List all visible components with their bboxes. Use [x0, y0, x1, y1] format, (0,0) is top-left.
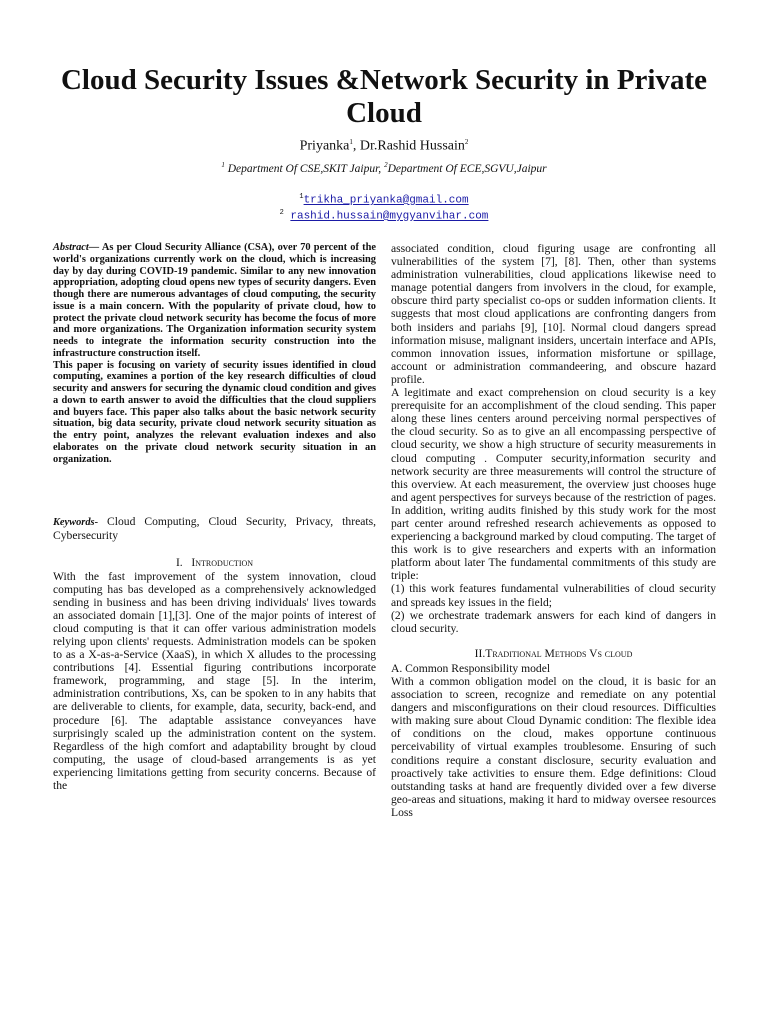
affiliation-superscript: 1: [221, 161, 225, 169]
body-paragraph: With the fast improvement of the system innovation, cloud computing has bas developed as a comprehensively acknowledged sending in business and has been driving individuals' lives towards an associated domain [1],[3]. One of the major points of interest of cloud computing is that it can offer various administration models relying upon clients' requests. Administration models can be spoken to as a X-as-a-Service (XaaS), in which X alludes to the processing contributions [4]. Essential figuring contributions incorporate framework, programming, and stage [5]. In the interim, administration contributions, Xs, can be spoken to in any habits that are deliverable to clients, for example, data, security, back-end, and procedure [6]. The adaptable assistance conveyances have surprisingly scaled up the administration content on the system. Regardless of the high comfort and adaptability brought by cloud computing, the usage of cloud-based arrangements is as yet experiencing limitations getting from security concerns. Because of the: [53, 569, 376, 793]
author-line: [0, 138, 768, 155]
email-line: [0, 193, 768, 207]
abstract-paragraph: [53, 242, 376, 360]
author-superscript: 1: [349, 138, 353, 146]
abstract: [53, 242, 376, 465]
body-paragraph: associated condition, cloud figuring usage are confronting all vulnerabilities of the system [7], [8]. Then, other than systems administration vulnerabilities, cloud applications likewise need to manage potential dangers from involvers in the cloud, for example, obscure third party specialist co-ops or sudden information clients. It suggests that most cloud applications are confronting dangers from both insiders and pariahs [9], [10]. Normal cloud dangers spread information misuse, malignant insiders, uncertain interface and APIs, common innovation issues, information misfortune or spillage, account or administration commandeering, and obscure hazard profile.: [391, 242, 716, 386]
email-link[interactable]: trikha_priyanka@gmail.com: [303, 194, 469, 207]
section-number: I.: [175, 556, 183, 570]
list-item: (2) we orchestrate trademark answers for each kind of dangers in cloud security.: [391, 608, 716, 635]
affiliation-superscript: 2: [384, 161, 388, 169]
email-line: [0, 209, 768, 223]
subsection-heading: A. Common Responsibility model: [391, 661, 551, 675]
email-superscript: 2: [279, 209, 284, 217]
section-title: Traditional Methods Vs cloud: [485, 646, 633, 660]
body-paragraph: With a common obligation model on the cloud, it is basic for an association to screen, recognize and remediate on any potential dangers and misconfigurations on their cloud resources. Difficulties with making sure about Cloud Dynamic condition: The flexible idea of conditions on the cloud, makes opportune continuous perceivability of virtual examples troublesome. Ensuring of such conditions require a constant disclosure, security evaluation and proactively take activities to ensure them. Edge definitions: Cloud outstanding tasks at hand are frequently divided over a few diverse geo-areas and situations, making it hard to midway oversee resources Loss: [391, 675, 716, 819]
list-item: (1) this work features fundamental vulnerabilities of cloud security and spreads key issues in the field;: [391, 582, 716, 609]
body-paragraph: A legitimate and exact comprehension on cloud security is a key prerequisite for an accomplishment of the cloud sending. This paper along these lines centers around perceiving normal perspectives of the cloud security. So as to give an all encompassing perspective of cloud security, we show a high structure of security measurements in cloud computing . Computer security,information security and network security are three measurements will control the structure of this overview. At each measurement, the overview just chooses huge and agent perspectives for surveys because of the restriction of pages. In addition, writing audits finished by this study work for the most part center around refreshed research achievements as opposed to experiencing a background marked by cloud computing. The target of this work is to give researchers and experts with an information platform about later The fundamental commitments of this study are triple:: [391, 386, 716, 583]
keywords: [53, 515, 376, 542]
affiliation-line: [0, 161, 768, 175]
abstract-label: Abstract—: [53, 242, 100, 253]
left-column: [53, 242, 376, 792]
affiliation-text: Department Of CSE,SKIT Jaipur,: [224, 162, 385, 175]
right-column: [391, 242, 716, 819]
email-link[interactable]: rashid.hussain@mygyanvihar.com: [290, 210, 489, 223]
section-title: Introduction: [191, 556, 254, 570]
email-superscript: 1: [299, 193, 304, 201]
author-name: Priyanka: [299, 138, 350, 154]
author-name: Dr.Rashid Hussain: [359, 138, 465, 154]
author-separator: ,: [352, 138, 360, 154]
abstract-text: As per Cloud Security Alliance (CSA), over 70 percent of the world's organizations currently work on the cloud, which is increasing day by day during COVID-19 pandemic. Similar to any new innovation appropriation, adopting cloud opens new types of security dangers. Even though there are numerous advantages of cloud computing, the security issue is a main concern. With the popularity of private cloud, how to protect the private cloud network security has become the focus of more and more organizations. The Organization information security system needs to integrate the information security construction into the infrastructure construction itself.: [53, 242, 376, 359]
author-superscript: 2: [464, 138, 469, 146]
keywords-label: Keywords-: [53, 517, 99, 529]
affiliation-text: Department Of ECE,SGVU,Jaipur: [387, 162, 547, 175]
section-heading: [391, 647, 716, 660]
section-number: II.: [474, 646, 486, 660]
section-heading: [53, 556, 376, 569]
keywords-text: Cloud Computing, Cloud Security, Privacy, threats, Cybersecurity: [53, 515, 376, 543]
abstract-paragraph: This paper is focusing on variety of security issues identified in cloud computing, examines a portion of the key research difficulties of cloud security and answers for securing the dynamic cloud condition and gives a down to earth answer to avoid the difficulties that the cloud suppliers and buyers face. This paper also talks about the basic network security situation, big data security, private cloud network security situation as the entry point, analyzes the relevant evaluation indexes and also elaborates on the private cloud network security situation in an organization.: [53, 359, 376, 465]
paper-title: Cloud Security Issues &Network Security in Private Cloud: [60, 64, 707, 129]
